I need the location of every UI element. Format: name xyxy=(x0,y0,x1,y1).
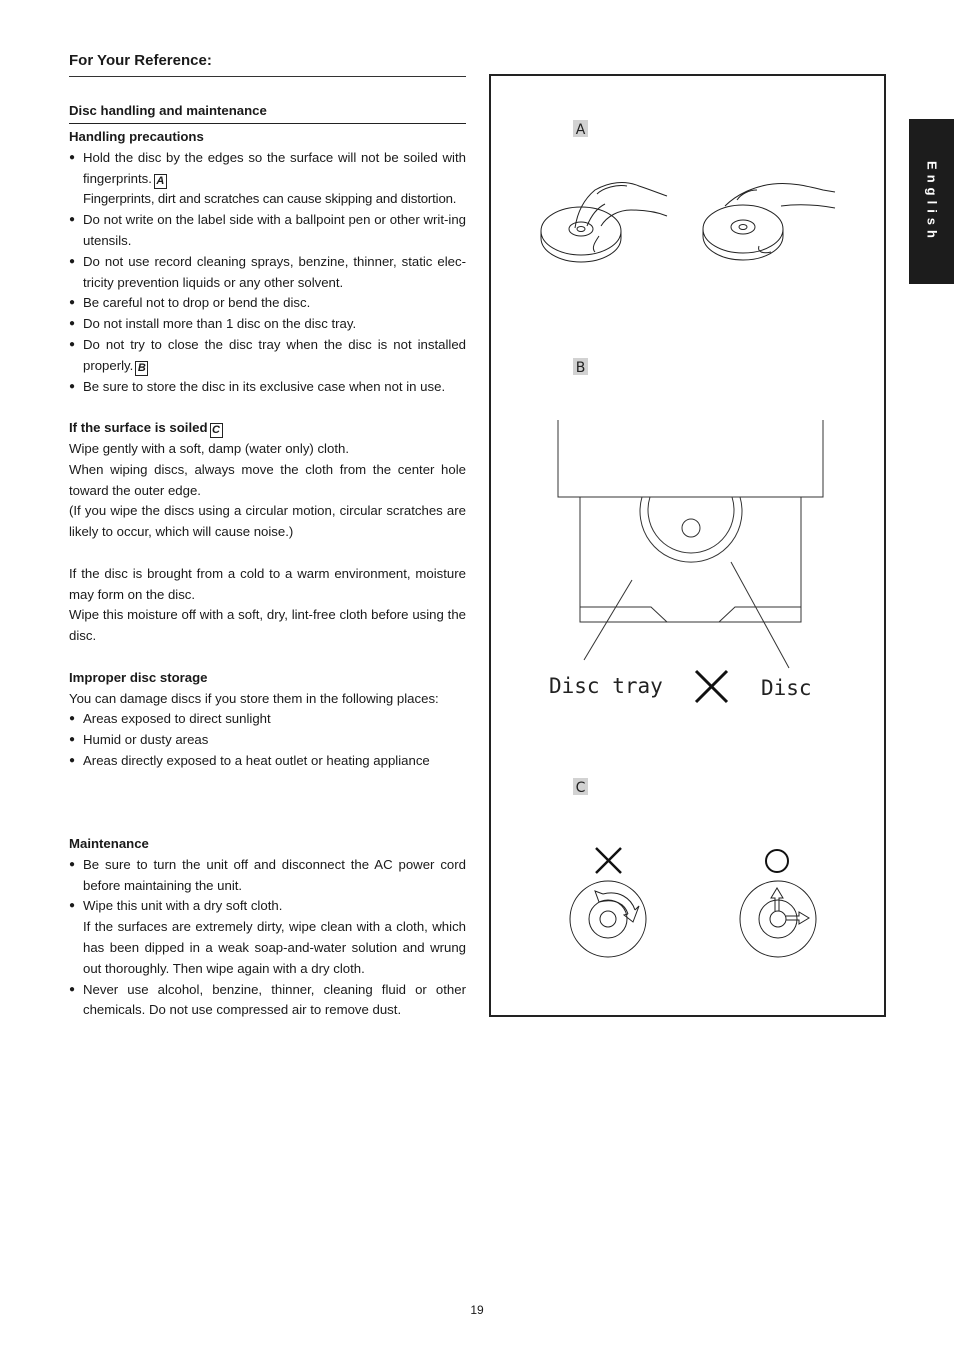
svg-text:C: C xyxy=(575,780,586,796)
soiled-paragraph: Wipe gently with a soft, damp (water only) cloth. xyxy=(69,440,349,456)
list-item: ● Be sure to store the disc in its exclusive case when not in use. xyxy=(69,377,466,398)
maintenance-heading: Maintenance xyxy=(69,836,149,852)
language-tab-label: English xyxy=(924,160,939,243)
page-number: 19 xyxy=(470,1303,484,1317)
ref-box-c: C xyxy=(210,423,223,438)
disc-label: Disc xyxy=(761,676,812,700)
cross-icon xyxy=(696,671,727,702)
list-item: ● Do not install more than 1 disc on the disc tray. xyxy=(69,314,466,335)
disc-tray-drawing xyxy=(558,420,823,668)
page-title: For Your Reference: xyxy=(69,50,466,77)
radial-wipe-disc-icon xyxy=(740,881,816,957)
maintenance-list xyxy=(69,855,466,1021)
cross-icon xyxy=(596,848,621,873)
list-item: ● Areas directly exposed to a heat outlet or heating appliance xyxy=(69,751,466,772)
figure-label-a xyxy=(573,120,588,138)
moisture-paragraph: If the disc is brought from a cold to a warm environment, moisture may form on the disc. xyxy=(69,565,466,602)
circle-ok-icon xyxy=(766,850,788,872)
list-item: ● Humid or dusty areas xyxy=(69,730,466,751)
ref-box-a: A xyxy=(154,174,167,189)
maintenance-note: If the surfaces are extremely dirty, wipe clean with a cloth, which has been dipped in a weak soap-and-water solution and wrung out thoroughly. Then wipe again with a dry cloth. xyxy=(83,919,466,976)
svg-text:B: B xyxy=(575,360,586,376)
illustration-panel xyxy=(489,74,886,1017)
list-item: ● Do not write on the label side with a ballpoint pen or other writ-ing utensils. xyxy=(69,210,466,252)
list-item: ● Be sure to turn the unit off and disconnect the AC power cord before maintaining the unit. xyxy=(69,855,466,897)
language-tab xyxy=(909,119,954,284)
list-item: ● Never use alcohol, benzine, thinner, cleaning fluid or other chemicals. Do not use compressed air to remove dust. xyxy=(69,980,466,1022)
storage-list xyxy=(69,709,466,771)
handling-heading: Handling precautions xyxy=(69,129,204,144)
handling-list xyxy=(69,148,466,398)
storage-intro: You can damage discs if you store them in the following places: xyxy=(69,690,439,706)
figure-label-c xyxy=(573,778,588,796)
hand-holding-disc-wrong-icon xyxy=(541,183,667,262)
list-item: ● Do not try to close the disc tray when the disc is not installed properly. B xyxy=(69,335,466,377)
list-item: ● Areas exposed to direct sunlight xyxy=(69,709,466,730)
disc-tray-label: Disc tray xyxy=(549,674,663,698)
list-item: ● Wipe this unit with a dry soft cloth. If the surfaces are extremely dirty, wipe clean with a cloth, which has been dipped in a weak soap-and-water solution and wrung out thoroughly. Then wipe again with a dry cloth. xyxy=(69,896,466,979)
soiled-paragraph: When wiping discs, always move the cloth from the center hole toward the outer edge. xyxy=(69,461,466,498)
list-item: ● Hold the disc by the edges so the surface will not be soiled with fingerprints. A Fingerprints, dirt and scratches can cause skipping and distortion. xyxy=(69,148,466,210)
circular-wipe-disc-icon xyxy=(570,881,646,957)
figure-label-b xyxy=(573,358,588,376)
hand-holding-disc-correct-icon xyxy=(703,183,835,260)
list-item: ● Do not use record cleaning sprays, benzine, thinner, static elec-tricity prevention liquids or any other solvent. xyxy=(69,252,466,294)
text-column xyxy=(69,50,466,1021)
ref-box-b: B xyxy=(135,361,148,376)
soiled-paragraph: (If you wipe the discs using a circular motion, circular scratches are likely to occur, which will cause noise.) xyxy=(69,503,466,540)
illustration-svg xyxy=(491,76,884,1015)
section-title: Disc handling and maintenance xyxy=(69,101,466,124)
storage-heading: Improper disc storage xyxy=(69,669,208,685)
svg-text:A: A xyxy=(575,122,586,138)
moisture-paragraph: Wipe this moisture off with a soft, dry, lint-free cloth before using the disc. xyxy=(69,607,466,644)
handling-note: Fingerprints, dirt and scratches can cause skipping and distortion. xyxy=(83,191,457,207)
list-item: ● Be careful not to drop or bend the disc. xyxy=(69,293,466,314)
soiled-heading: If the surface is soiled C xyxy=(69,418,466,439)
